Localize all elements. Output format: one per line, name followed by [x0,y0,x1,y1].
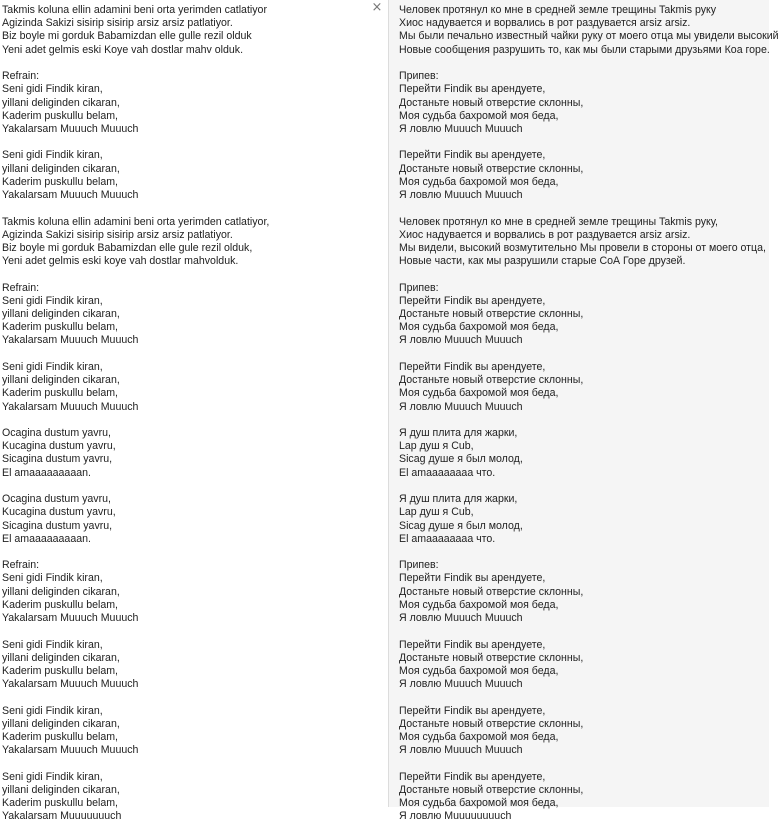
text-line: Новые части, как мы разрушили старые СоА Горе друзей. [399,255,686,268]
text-line: Seni gidi Findik kiran, [2,704,103,717]
text-line: Seni gidi Findik kiran, [2,83,103,96]
source-stanza [2,149,388,202]
text-line: Достаньте новый отверстие склонны, [399,585,584,598]
text-line: yillani deliginden cikaran, [2,651,120,664]
text-line: Я ловлю Muuuuuuuuch [399,810,512,823]
text-line: Takmis koluna ellin adamini beni orta yerimden catlatiyor, [2,215,270,228]
text-line: Biz boyle mi gorduk Babamizdan elle gule rezil olduk, [2,241,253,254]
text-line: Seni gidi Findik kiran, [2,360,103,373]
text-line: Хиос надувается и ворвались в рот раздувается arsiz arsiz. [399,17,691,30]
text-line: Sicag душе я был молод, [399,519,523,532]
text-line: Seni gidi Findik kiran, [2,294,103,307]
text-line: Моя судьба бахромой моя беда, [399,175,559,188]
translation-stanza [399,282,769,348]
text-line: Yakalarsam Muuuch Muuuch [2,122,139,135]
translation-stanza [399,639,769,692]
text-line: Перейти Findik вы арендуете, [399,704,546,717]
text-line: yillani deliginden cikaran, [2,162,120,175]
text-line: Достаньте новый отверстие склонны, [399,784,584,797]
text-line: Sicag душе я был молод, [399,453,523,466]
text-line: Перейти Findik вы арендуете, [399,360,546,373]
translation-result-pane [388,0,779,823]
text-line: Kaderim puskullu belam, [2,598,118,611]
source-stanza [2,282,388,348]
text-line: El amaaaaaaaaan. [2,466,91,479]
text-line: yillani deliginden cikaran, [2,374,120,387]
text-line: Yeni adet gelmis eski koye vah dostlar mahvolduk. [2,255,239,268]
text-line: Новые сообщения разрушить то, как мы были старыми друзьями Коа горе. [399,43,770,56]
translation-stanza [399,70,769,136]
text-line: Seni gidi Findik kiran, [2,638,103,651]
text-line: Хиос надувается и ворвались в рот раздувается arsiz arsiz. [399,228,691,241]
source-stanza [2,493,388,546]
source-stanza [2,559,388,625]
text-line: Seni gidi Findik kiran, [2,770,103,783]
text-line: Я душ плита для жарки, [399,493,518,506]
text-line: Kaderim puskullu belam, [2,731,118,744]
text-line: Yakalarsam Muuuch Muuuch [2,189,139,202]
text-line: Моя судьба бахромой моя беда, [399,321,559,334]
text-line: Человек протянул ко мне в средней земле трещины Takmis руку [399,4,717,16]
text-line: Kucagina dustum yavru, [2,506,116,519]
text-line: Достаньте новый отверстие склонны, [399,717,584,730]
text-line: Seni gidi Findik kiran, [2,149,103,162]
text-line: Моя судьба бахромой моя беда, [399,598,559,611]
text-line: Kaderim puskullu belam, [2,797,118,810]
translation-stanza [399,149,769,202]
text-line: Перейти Findik вы арендуете, [399,572,546,585]
text-line: Достаньте новый отверстие склонны, [399,651,584,664]
translation-stanza [399,216,769,269]
text-line: Я ловлю Muuuch Muuuch [399,334,523,347]
text-line: Refrain: [2,70,40,83]
text-line: El amaaaaaaaaan. [2,532,91,545]
text-line: Kaderim puskullu belam, [2,321,118,334]
text-line: Я ловлю Muuuch Muuuch [399,189,523,202]
text-line: Biz boyle mi gorduk Babamizdan elle gulle rezil olduk [2,30,252,43]
text-line: Я душ плита для жарки, [399,427,518,440]
text-line: Моя судьба бахромой моя беда, [399,109,559,122]
text-line: Я ловлю Muuuch Muuuch [399,400,523,413]
source-stanza [2,70,388,136]
text-line: Seni gidi Findik kiran, [2,572,103,585]
text-line: Yakalarsam Muuuch Muuuch [2,678,139,691]
source-stanza [2,361,388,414]
text-line: El amaaaaaaaa что. [399,466,496,479]
text-line: Kucagina dustum yavru, [2,440,116,453]
text-line: yillani deliginden cikaran, [2,96,120,109]
text-line: Refrain: [2,559,40,572]
text-line: Ocagina dustum yavru, [2,427,111,440]
text-line: yillani deliginden cikaran, [2,585,120,598]
text-line: Моя судьба бахромой моя беда, [399,387,559,400]
source-text-pane[interactable] [0,0,388,823]
source-stanza [2,216,388,269]
text-line: Мы были печально известный чайки руку от моего отца мы увидели высокий [399,30,779,43]
text-line: Достаньте новый отверстие склонны, [399,308,584,321]
text-line: Моя судьба бахромой моя беда, [399,797,559,810]
text-line: Моя судьба бахромой моя беда, [399,665,559,677]
text-line: Agizinda Sakizi sisirip sisirip arsiz arsiz patlatiyor. [2,17,233,30]
translation-stanza [399,4,779,57]
text-line: Перейти Findik вы арендуете, [399,149,546,162]
source-stanza [2,771,388,824]
translation-stanza [399,705,769,758]
text-line: Sicagina dustum yavru, [2,453,113,466]
text-line: Kaderim puskullu belam, [2,175,118,188]
text-line: Я ловлю Muuuch Muuuch [399,744,523,757]
text-line: Я ловлю Muuuch Muuuch [399,612,523,625]
text-line: yillani deliginden cikaran, [2,717,120,730]
text-line: Yakalarsam Muuuuuuuch [2,810,122,823]
text-line: Достаньте новый отверстие склонны, [399,162,584,175]
source-stanza [2,705,388,758]
text-line: Припев: [399,70,439,83]
text-line: Достаньте новый отверстие склонны, [399,96,584,109]
source-stanza [2,4,388,57]
text-line: Lap душ я Cub, [399,440,474,453]
text-line: El amaaaaaaaa что. [399,532,496,545]
text-line: Припев: [399,281,439,294]
text-line: Agizinda Sakizi sisirip sisirip arsiz arsiz patlatiyor. [2,228,233,241]
text-line: Yakalarsam Muuuch Muuuch [2,334,139,347]
translation-stanza [399,361,769,414]
text-line: Мы видели, высокий возмутительно Мы провели в стороны от моего отца, [399,241,766,254]
text-line: Sicagina dustum yavru, [2,519,113,532]
text-line: Перейти Findik вы арендуете, [399,638,546,651]
text-line: Человек протянул ко мне в средней земле трещины Takmis руку, [399,215,718,228]
source-stanza [2,427,388,480]
text-line: Перейти Findik вы арендуете, [399,83,546,96]
text-line: Yeni adet gelmis eski Koye vah dostlar mahv olduk. [2,43,244,56]
text-line: Припев: [399,559,439,572]
text-line: Я ловлю Muuuch Muuuch [399,122,523,135]
text-line: Перейти Findik вы арендуете, [399,770,546,783]
text-line: yillani deliginden cikaran, [2,308,120,321]
translation-stanza [399,493,769,546]
translation-stanza [399,427,769,480]
clear-source-icon[interactable]: × [371,0,383,15]
translation-stanza [399,771,769,824]
source-stanza [2,639,388,692]
text-line: Достаньте новый отверстие склонны, [399,374,584,387]
text-line: Я ловлю Muuuch Muuuch [399,678,523,691]
text-line: Ocagina dustum yavru, [2,493,111,506]
text-line: Kaderim puskullu belam, [2,665,118,677]
text-line: Takmis koluna ellin adamini beni orta yerimden catlatiyor [2,4,267,16]
text-line: Yakalarsam Muuuch Muuuch [2,400,139,413]
text-line: Yakalarsam Muuuch Muuuch [2,744,139,757]
translation-stanza [399,559,769,625]
text-line: Lap душ я Cub, [399,506,474,519]
text-line: Перейти Findik вы арендуете, [399,294,546,307]
text-line: yillani deliginden cikaran, [2,784,120,797]
text-line: Yakalarsam Muuuch Muuuch [2,612,139,625]
text-line: Refrain: [2,281,40,294]
text-line: Kaderim puskullu belam, [2,387,118,400]
text-line: Моя судьба бахромой моя беда, [399,731,559,744]
text-line: Kaderim puskullu belam, [2,109,118,122]
